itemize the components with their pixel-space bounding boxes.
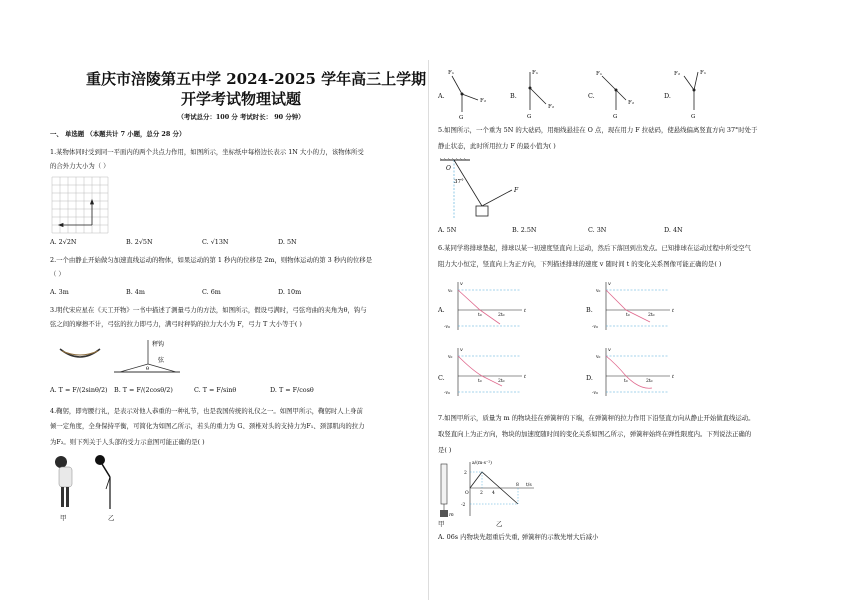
q4-stem-line1: 4.鞠躬，即弯腰行礼，是表示对他人恭重的一种礼节，也是我国传统的礼仪之一。如图甲所示，鞠躬时人上身前 bbox=[50, 407, 363, 415]
q6-option-c[interactable]: C. bbox=[438, 374, 445, 382]
exam-title-line2: 开学考试物理试题 bbox=[180, 90, 301, 108]
label-v0: v₀ bbox=[596, 355, 601, 360]
q1-stem-line2: 的合外力大小为（ ） bbox=[50, 162, 110, 170]
tick-t-8: 8 bbox=[516, 483, 519, 488]
tick-t-2: 2 bbox=[480, 491, 483, 496]
q3-stem-line1: 3.明代宋应星在《天工开物》一书中描述了测量弓力的方法，如图所示，假设弓满时，弓弦弯曲的夹角为θ，钩与 bbox=[50, 306, 367, 314]
q2-stem-line1: 2.一个由静止开始做匀加速直线运动的物体，如果运动的第 1 秒内的位移是 2m，则物体运动的第 3 秒内的位移是 bbox=[50, 256, 373, 264]
label-2t0: 2t₀ bbox=[648, 313, 655, 318]
axis-v: v bbox=[460, 347, 463, 353]
q6-graph-c bbox=[444, 346, 530, 400]
label-t0: t₀ bbox=[626, 313, 630, 318]
q6-option-a[interactable]: A. bbox=[438, 306, 445, 314]
q7-stem-line3: 是( ) bbox=[438, 446, 452, 454]
q4-force-diagram-a bbox=[448, 66, 488, 120]
q7-fig-label-jia: 甲 bbox=[438, 520, 445, 528]
q4-option-d[interactable]: D. bbox=[664, 92, 671, 100]
q6-option-d[interactable]: D. bbox=[586, 374, 593, 382]
q5-option-b[interactable]: B. 2.5N bbox=[512, 226, 537, 234]
q2-stem-line2: （ ） bbox=[50, 270, 65, 278]
label-f2: F₂ bbox=[674, 71, 681, 77]
q2-option-c[interactable]: C. 6m bbox=[202, 288, 221, 296]
q3-option-a[interactable]: A. T = F/(2sinθ/2) bbox=[50, 386, 108, 394]
label-f2: F₂ bbox=[480, 98, 487, 104]
label-g: G bbox=[459, 115, 464, 121]
q7-stem-line1: 7.如图甲所示，质量为 m 的物块挂在弹簧秤的下端，在弹簧秤的拉力作用下沿竖直方向从静止开始做直线运动。 bbox=[438, 414, 755, 422]
q4-stem-line2: 倾一定角度，全身保持平衡，可简化为如图乙所示，若头的重力为 G、颈椎对头的支持力为F₁、颈部肌肉的拉力 bbox=[50, 422, 365, 430]
origin-o: O bbox=[465, 491, 469, 496]
label-neg-v0: -v₀ bbox=[444, 391, 450, 396]
bowing-stick-figure bbox=[92, 455, 122, 511]
exam-info: （考试总分：100 分 考试时长： 90 分钟） bbox=[177, 113, 305, 121]
q4-force-diagram-d bbox=[670, 66, 710, 120]
q6-graph-d bbox=[592, 346, 678, 400]
label-f2: F₂ bbox=[628, 100, 635, 106]
q4-force-diagram-c bbox=[596, 66, 636, 120]
q1-stem-line1: 1.某物体同时受到同一平面内的两个共点力作用，如图所示，坐标纸中每格边长表示 1N 大小的力，该物体所受 bbox=[50, 148, 364, 156]
q5-option-a[interactable]: A. 5N bbox=[438, 226, 457, 234]
label-2t0: 2t₀ bbox=[646, 379, 653, 384]
q6-option-b[interactable]: B. bbox=[586, 306, 593, 314]
q4-force-diagram-b bbox=[522, 66, 562, 120]
q7-spring-scale-figure bbox=[436, 460, 456, 524]
axis-v: v bbox=[608, 347, 611, 353]
axis-t: t bbox=[672, 308, 675, 314]
fig-label-string: 弦 bbox=[158, 357, 165, 364]
tick-a-2: 2 bbox=[464, 471, 467, 476]
label-v0: v₀ bbox=[448, 289, 453, 294]
axis-ts: t/s bbox=[526, 483, 532, 488]
label-2t0: 2t₀ bbox=[498, 379, 505, 384]
q2-option-b[interactable]: B. 4m bbox=[126, 288, 145, 296]
q5-stem-line2: 静止状态，此时所用拉力 F 的最小值为( ) bbox=[438, 142, 556, 150]
q4-option-c[interactable]: C. bbox=[588, 92, 595, 100]
q6-stem-line2: 阻力大小恒定，竖直向上为正方向，下列描述排球的速度 v 随时间 t 的变化关系图像可能正确的是( ) bbox=[438, 260, 722, 268]
tick-t-4: 4 bbox=[492, 491, 495, 496]
label-neg-v0: -v₀ bbox=[592, 391, 598, 396]
label-v0: v₀ bbox=[448, 355, 453, 360]
axis-v: v bbox=[460, 281, 463, 287]
bowing-person-photo bbox=[52, 455, 76, 511]
q4-fig-label-jia: 甲 bbox=[60, 514, 67, 522]
axis-t: t bbox=[672, 374, 675, 380]
q1-grid-figure bbox=[52, 177, 108, 233]
bow-figure-left bbox=[60, 345, 100, 367]
q2-option-a[interactable]: A. 3m bbox=[50, 288, 69, 296]
label-neg-v0: -v₀ bbox=[592, 325, 598, 330]
q2-option-d[interactable]: D. 10m bbox=[278, 288, 302, 296]
q4-option-a[interactable]: A. bbox=[438, 92, 445, 100]
q5-option-c[interactable]: C. 3N bbox=[588, 226, 607, 234]
axis-v: v bbox=[608, 281, 611, 287]
bow-figure-right bbox=[112, 338, 182, 374]
column-divider bbox=[428, 60, 429, 600]
label-t0: t₀ bbox=[624, 379, 628, 384]
axis-t: t bbox=[524, 308, 527, 314]
q7-option-a[interactable]: A. 06s 内物块先超重后失重, 弹簧秤的示数先增大后减小 bbox=[438, 533, 599, 541]
section-heading: 一、 单选题 （本题共计 7 小题，总分 28 分） bbox=[50, 130, 186, 138]
label-t0: t₀ bbox=[478, 379, 482, 384]
label-neg-v0: -v₀ bbox=[444, 325, 450, 330]
q7-fig-label-yi: 乙 bbox=[496, 520, 503, 528]
q4-fig-label-yi: 乙 bbox=[108, 514, 115, 522]
label-37deg: 37° bbox=[454, 179, 464, 185]
label-m: m bbox=[449, 512, 454, 518]
q7-stem-line2: 取竖直向上为正方向，物块的加速度随时间的变化关系如图乙所示，弹簧秤始终在弹性限度内。下列说法正确的 bbox=[438, 430, 752, 438]
q5-stem-line1: 5.如图所示，一个重为 5N 的大砝码，用细线悬挂在 O 点，现在用力 F 拉砝码，使悬线偏离竖直方向 37°时处于 bbox=[438, 126, 758, 134]
q1-option-a[interactable]: A. 2√2N bbox=[50, 238, 77, 246]
q3-option-c[interactable]: C. T = F/sinθ bbox=[194, 386, 237, 394]
label-g: G bbox=[691, 114, 696, 120]
q6-graph-b bbox=[592, 280, 678, 334]
label-g: G bbox=[613, 114, 618, 120]
label-g: G bbox=[527, 114, 532, 120]
q3-option-d[interactable]: D. T = F/cosθ bbox=[270, 386, 314, 394]
q1-option-d[interactable]: D. 5N bbox=[278, 238, 297, 246]
axis-t: t bbox=[524, 374, 527, 380]
q1-option-b[interactable]: B. 2√5N bbox=[126, 238, 153, 246]
label-f: F bbox=[514, 187, 519, 194]
q1-option-c[interactable]: C. √13N bbox=[202, 238, 229, 246]
q3-option-b[interactable]: B. T = F/(2cosθ/2) bbox=[114, 386, 173, 394]
label-f1: F₁ bbox=[700, 70, 707, 76]
axis-a: a/(m·s⁻²) bbox=[472, 461, 492, 466]
q5-hanging-weight-figure bbox=[440, 158, 530, 220]
q5-option-d[interactable]: D. 4N bbox=[664, 226, 683, 234]
label-f1: F₁ bbox=[596, 71, 603, 77]
q6-stem-line1: 6.某同学将排球垫起，排球以某一初速度竖直向上运动，然后下落回到出发点。已知排球在运动过程中所受空气 bbox=[438, 244, 751, 252]
label-2t0: 2t₀ bbox=[498, 313, 505, 318]
q6-graph-a bbox=[444, 280, 530, 334]
q3-stem-line2: 弦之间的摩擦不计，弓弦的拉力即弓力，满弓时秤钩的拉力大小为 F，弓力 T 大小等于( ) bbox=[50, 320, 302, 328]
label-o: O bbox=[446, 165, 451, 172]
tick-a-neg2: -2 bbox=[461, 503, 466, 508]
label-f2: F₂ bbox=[548, 104, 555, 110]
q4-option-b[interactable]: B. bbox=[510, 92, 517, 100]
exam-title-line1: 重庆市涪陵第五中学 2024-2025 学年高三上学期 bbox=[86, 70, 427, 88]
label-t0: t₀ bbox=[478, 313, 482, 318]
fig-label-hook: 秤钩 bbox=[152, 341, 165, 348]
label-f1: F₁ bbox=[532, 70, 539, 76]
q4-stem-line3: 为F₂。则下列关于人头部的受力示意图可能正确的是( ) bbox=[50, 438, 205, 446]
fig-label-theta: θ bbox=[146, 366, 150, 372]
label-f1: F₁ bbox=[448, 70, 455, 76]
q7-acceleration-graph bbox=[460, 458, 540, 518]
label-v0: v₀ bbox=[596, 289, 601, 294]
